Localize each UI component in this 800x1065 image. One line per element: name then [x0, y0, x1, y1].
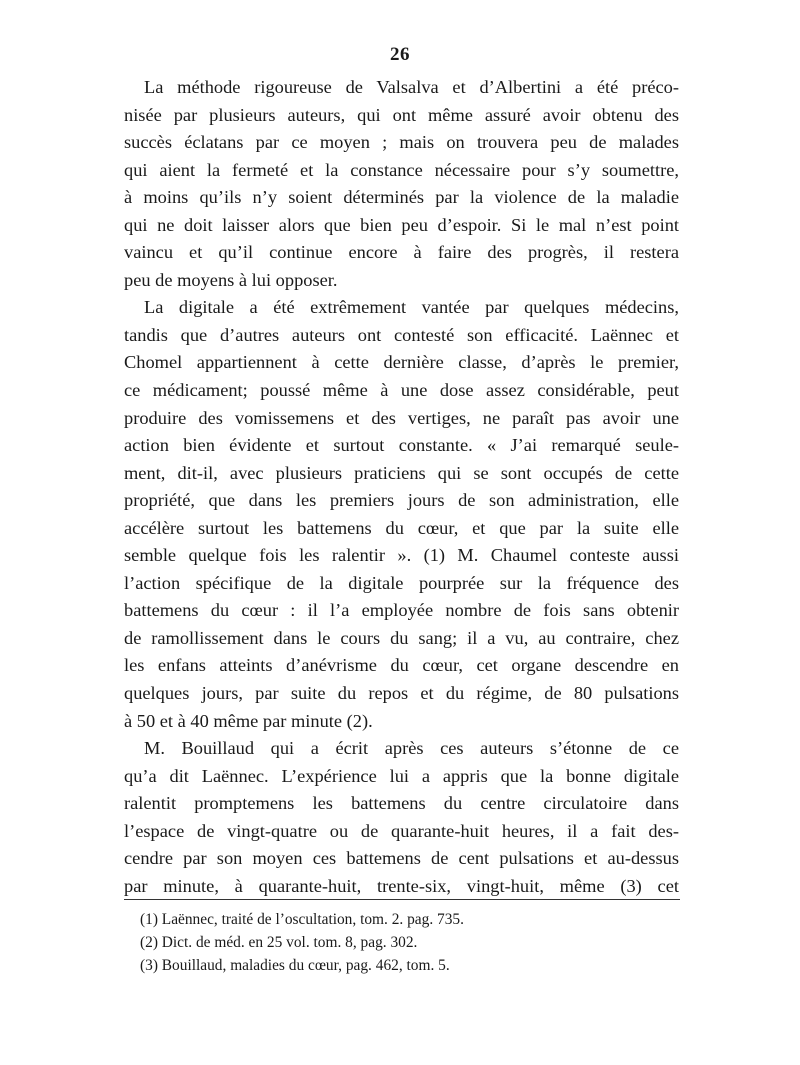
- footnote-divider: [124, 899, 680, 900]
- text-line: quelques jours, par suite du repos et du régime, de 80 pulsations: [124, 683, 679, 704]
- text-line: propriété, que dans les premiers jours de son administration, elle: [124, 490, 679, 511]
- text-line: à 50 et à 40 même par minute (2).: [124, 710, 373, 731]
- text-line: La digitale a été extrêmement vantée par quelques médecins,: [144, 297, 679, 318]
- text-line: nisée par plusieurs auteurs, qui ont même assuré avoir obtenu des: [124, 104, 679, 125]
- page-number: 26: [390, 44, 410, 65]
- paragraph-valsalva-method: [124, 74, 679, 294]
- text-line: l’espace de vingt-quatre ou de quarante-huit heures, il a fait des-: [124, 820, 679, 841]
- text-line: ralentit promptemens les battemens du centre circulatoire dans: [124, 793, 679, 814]
- text-line: ce médicament; poussé même à une dose assez considérable, peut: [124, 380, 679, 401]
- text-line: accélère surtout les battemens du cœur, et que par la suite elle: [124, 517, 679, 538]
- footnote-3: (3) Bouillaud, maladies du cœur, pag. 462, tom. 5.: [140, 957, 450, 974]
- text-line: M. Bouillaud qui a écrit après ces auteurs s’étonne de ce: [144, 738, 679, 759]
- text-line: La méthode rigoureuse de Valsalva et d’Albertini a été préco-: [144, 77, 679, 97]
- footnote-1: (1) Laënnec, traité de l’oscultation, tom. 2. pag. 735.: [140, 911, 464, 928]
- footnote-2: (2) Dict. de méd. en 25 vol. tom. 8, pag. 302.: [140, 934, 418, 951]
- text-line: produire des vomissemens et des vertiges, ne paraît pas avoir une: [124, 407, 679, 428]
- text-line: qui ne doit laisser alors que bien peu d’espoir. Si le mal n’est point: [124, 214, 679, 235]
- footnotes: [140, 908, 660, 977]
- body-text: [124, 74, 679, 900]
- paragraph-digitalis: [124, 294, 679, 735]
- text-line: ment, dit-il, avec plusieurs praticiens qui se sont occupés de cette: [124, 462, 679, 483]
- text-line: à moins qu’ils n’y soient déterminés par la violence de la maladie: [124, 187, 679, 208]
- text-line: cendre par son moyen ces battemens de cent pulsations et au-dessus: [124, 848, 679, 869]
- text-line: peu de moyens à lui opposer.: [124, 269, 338, 290]
- text-line: Chomel appartiennent à cette dernière classe, d’après le premier,: [124, 352, 679, 373]
- text-line: tandis que d’autres auteurs ont contesté son efficacité. Laënnec et: [124, 324, 679, 345]
- text-line: les enfans atteints d’anévrisme du cœur, cet organe descendre en: [124, 655, 679, 676]
- text-line: qui aient la fermeté et la constance nécessaire pour s’y soumettre,: [124, 159, 679, 180]
- paragraph-bouillaud: [124, 735, 679, 900]
- text-line: l’action spécifique de la digitale pourprée sur la fréquence des: [124, 572, 679, 593]
- text-line: succès éclatans par ce moyen ; mais on trouvera peu de malades: [124, 132, 679, 153]
- text-line: vaincu et qu’il continue encore à faire des progrès, il restera: [124, 242, 679, 263]
- text-line: de ramollissement dans le cours du sang; il a vu, au contraire, chez: [124, 627, 679, 648]
- text-line: semble quelque fois les ralentir ». (1) M. Chaumel conteste aussi: [124, 545, 679, 566]
- text-line: action bien évidente et surtout constante. « J’ai remarqué seule-: [124, 435, 679, 456]
- text-line: battemens du cœur : il l’a employée nombre de fois sans obtenir: [124, 600, 679, 621]
- text-line: qu’a dit Laënnec. L’expérience lui a appris que la bonne digitale: [124, 765, 679, 786]
- text-line: par minute, à quarante-huit, trente-six, vingt-huit, même (3) cet: [124, 875, 679, 896]
